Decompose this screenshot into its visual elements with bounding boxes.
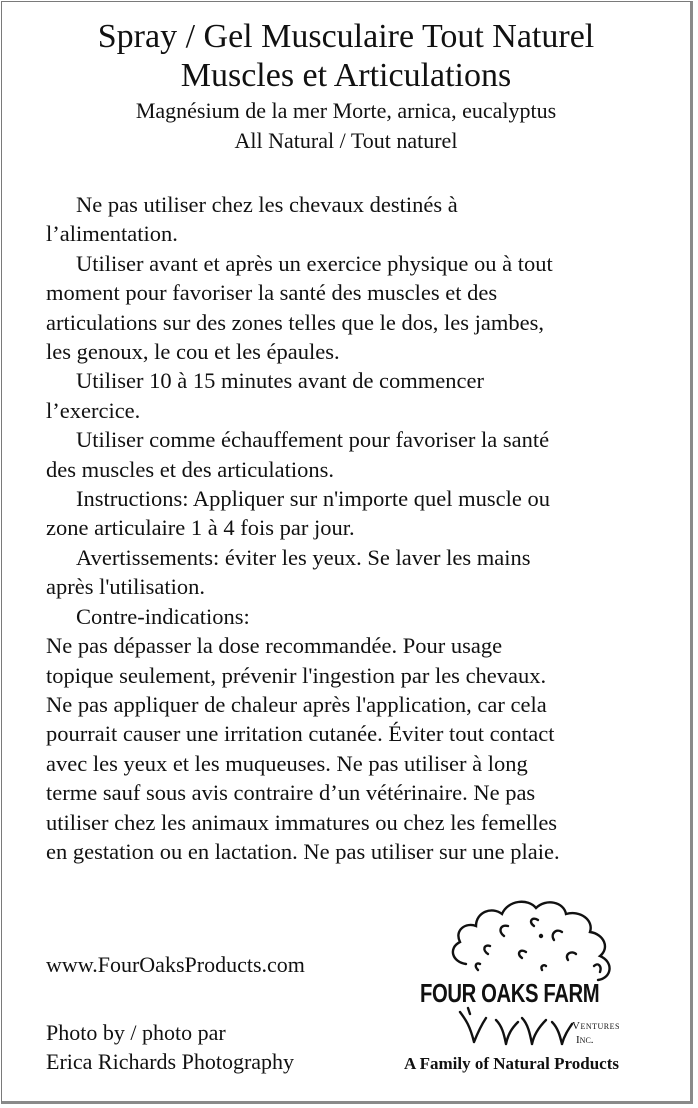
body-line: pourrait causer une irritation cutanée. Éviter tout contact — [46, 721, 555, 747]
body-line: Utiliser comme échauffement pour favoriser la santé — [76, 427, 550, 453]
body-line: Contre-indications: — [76, 603, 250, 629]
logo-tagline: A Family of Natural Products — [404, 1054, 620, 1073]
body-line: des muscles et des articulations. — [46, 456, 335, 482]
body-line: l’exercice. — [46, 397, 141, 423]
body-line: Avertissements: éviter les yeux. Se laver les mains — [76, 544, 531, 570]
title-line-2: Muscles et Articulations — [180, 57, 512, 94]
body-line: articulations sur des zones telles que le dos, les jambes, — [46, 309, 544, 335]
body-line: Ne pas dépasser la dose recommandée. Pour usage — [46, 633, 503, 659]
body-line: moment pour favoriser la santé des muscles et des — [46, 280, 498, 306]
body-line: Instructions: Appliquer sur n'importe quel muscle ou — [76, 486, 550, 512]
natural-subtitle: All Natural / Tout naturel — [234, 128, 458, 153]
body-line: après l'utilisation. — [46, 574, 206, 600]
body-line: les genoux, le cou et les épaules. — [46, 339, 340, 365]
instructions-body — [46, 190, 686, 866]
body-line: Ne pas appliquer de chaleur après l'application, car cela — [46, 691, 547, 717]
product-label-card — [1, 1, 693, 1104]
photo-credit-label: Photo by / photo par — [46, 1020, 226, 1045]
body-line: topique seulement, prévenir l'ingestion par les chevaux. — [46, 662, 547, 688]
body-line: Utiliser avant et après un exercice physique ou à tout — [76, 250, 553, 276]
body-line: terme sauf sous avis contraire d’un vétérinaire. Ne pas — [46, 780, 536, 806]
body-line: Utiliser 10 à 15 minutes avant de commencer — [76, 368, 484, 394]
photo-credit-name: Erica Richards Photography — [46, 1049, 295, 1074]
body-line: en gestation ou en lactation. Ne pas utiliser sur une plaie. — [46, 838, 560, 864]
body-line: Ne pas utiliser chez les chevaux destinés à — [76, 192, 458, 217]
oak-tree-logo-icon — [404, 892, 664, 1052]
body-line: zone articulaire 1 à 4 fois par jour. — [46, 515, 355, 541]
website-link[interactable]: www.FourOaksProducts.com — [46, 952, 305, 977]
ingredients-subtitle: Magnésium de la mer Morte, arnica, eucalyptus — [135, 98, 557, 123]
logo-ventures: Ventures — [572, 1020, 620, 1032]
body-line: avec les yeux et les muqueuses. Ne pas utiliser à long — [46, 750, 528, 776]
title-line-1: Spray / Gel Musculaire Tout Naturel — [97, 18, 595, 55]
four-oaks-farm-logo — [404, 892, 664, 1082]
logo-name: FOUR OAKS FARM — [420, 978, 600, 1008]
logo-inc: Inc. — [576, 1034, 594, 1046]
body-line: utiliser chez les animaux immatures ou chez les femelles — [46, 809, 558, 835]
body-line: l’alimentation. — [46, 221, 178, 247]
